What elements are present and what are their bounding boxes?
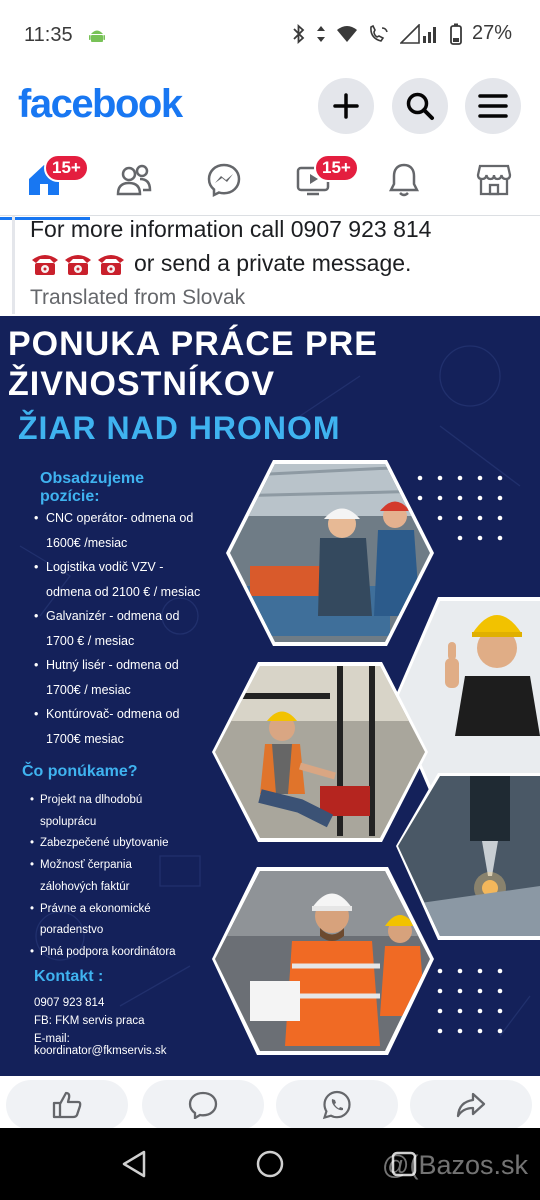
post-quote-bar xyxy=(12,216,15,314)
whatsapp-send-button[interactable] xyxy=(276,1080,398,1130)
create-button[interactable] xyxy=(318,78,374,134)
contact-heading: Kontakt : xyxy=(34,968,104,985)
post-image-job-offer[interactable] xyxy=(0,316,540,1076)
tab-notifications[interactable] xyxy=(374,152,434,208)
wifi-icon xyxy=(336,25,358,43)
signal-icon xyxy=(400,24,440,44)
list-item: • Právne a ekonomické xyxy=(30,902,151,915)
back-button[interactable] xyxy=(116,1146,152,1182)
home-notification-badge: 15+ xyxy=(44,154,89,182)
tab-watch[interactable] xyxy=(284,152,351,208)
offers-list xyxy=(30,790,176,964)
list-item: • Hutný lisér - odmena od xyxy=(34,658,179,672)
list-item: • CNC operátor- odmena od xyxy=(34,511,194,525)
post-actions-bar xyxy=(0,1076,540,1128)
list-item: • Logistika vodič VZV - xyxy=(34,560,164,574)
share-icon xyxy=(456,1092,486,1118)
post-text-line-2 xyxy=(30,250,411,277)
telephone-icon xyxy=(96,251,126,277)
list-item: • Projekt na dlhodobú xyxy=(30,794,143,806)
list-item-continuation: 1700€ / mesiac xyxy=(46,682,131,697)
tab-bar xyxy=(0,146,540,216)
photo-forklift-driver xyxy=(210,661,430,846)
positions-list xyxy=(34,506,200,751)
home-button[interactable] xyxy=(252,1146,288,1182)
list-item-continuation: 1600€ /mesiac xyxy=(46,535,128,550)
post-text xyxy=(0,216,540,314)
list-item-continuation: odmena od 2100 € / mesiac xyxy=(46,584,201,599)
tab-marketplace[interactable] xyxy=(464,152,524,208)
list-item-continuation: zálohových faktúr xyxy=(40,880,130,893)
list-item: • Plná podpora koordinátora xyxy=(30,945,176,958)
bell-icon xyxy=(388,162,420,198)
contact-email-label: E-mail: xyxy=(34,1033,70,1045)
positions-heading-line-2: pozície: xyxy=(40,488,100,505)
telephone-icon xyxy=(30,251,60,277)
ad-title xyxy=(8,324,378,404)
positions-heading xyxy=(40,470,144,506)
facebook-logo[interactable]: facebook xyxy=(18,82,182,126)
plus-icon xyxy=(332,92,360,120)
marketplace-icon xyxy=(476,162,512,198)
home-circle-icon xyxy=(255,1149,285,1179)
contact-phone: 0907 923 814 xyxy=(34,997,105,1009)
ad-city: ŽIAR NAD HRONOM xyxy=(18,410,341,446)
photo-factory-workers xyxy=(220,456,440,656)
like-button[interactable] xyxy=(6,1080,128,1130)
friends-icon xyxy=(116,163,152,197)
translated-from-label[interactable]: Translated from Slovak xyxy=(30,286,246,309)
list-item-continuation: 1700 € / mesiac xyxy=(46,633,135,648)
system-navigation-bar xyxy=(0,1128,540,1200)
tab-home[interactable] xyxy=(14,152,81,208)
watch-notification-badge: 15+ xyxy=(314,154,359,182)
bluetooth-icon xyxy=(292,23,306,45)
search-button[interactable] xyxy=(392,78,448,134)
list-item: • Kontúrovač- odmena od xyxy=(34,707,180,721)
ad-title-line-1: PONUKA PRÁCE PRE xyxy=(8,325,378,363)
list-item: • Možnosť čerpania xyxy=(30,859,132,872)
photo-workers-inspection xyxy=(210,866,440,1056)
back-icon xyxy=(120,1149,148,1179)
list-item: • Galvanizér - odmena od xyxy=(34,609,180,623)
contact-email: koordinator@fkmservis.sk xyxy=(34,1045,167,1057)
comment-button[interactable] xyxy=(142,1080,264,1130)
wifi-calling-icon xyxy=(368,24,390,44)
contact-facebook: FB: FKM servis praca xyxy=(34,1015,145,1027)
menu-button[interactable] xyxy=(465,78,521,134)
battery-icon xyxy=(450,23,462,45)
list-item-continuation: 1700€ mesiac xyxy=(46,731,124,746)
offer-heading: Čo ponúkame? xyxy=(22,763,138,780)
telephone-emojis xyxy=(30,251,126,277)
status-bar xyxy=(0,0,540,72)
data-arrows-icon xyxy=(316,23,326,45)
whatsapp-icon xyxy=(322,1090,352,1120)
list-item: • Zabezpečené ubytovanie xyxy=(30,837,169,850)
comment-icon xyxy=(188,1091,218,1119)
search-icon xyxy=(405,91,435,121)
list-item-continuation: spoluprácu xyxy=(40,815,97,828)
battery-percentage: 27% xyxy=(471,22,512,44)
list-item-continuation: poradenstvo xyxy=(40,924,104,937)
tab-friends[interactable] xyxy=(104,152,164,208)
status-time: 11:35 xyxy=(24,24,73,46)
android-icon xyxy=(88,26,106,44)
app-header xyxy=(0,72,540,142)
tab-messenger[interactable] xyxy=(194,152,254,208)
positions-heading-line-1: Obsadzujeme xyxy=(40,470,145,487)
ad-title-line-2: ŽIVNOSTNÍKOV xyxy=(8,365,276,403)
status-icons xyxy=(292,22,512,45)
post-text-line-1: For more information call 0907 923 814 xyxy=(30,216,432,242)
menu-icon xyxy=(478,93,508,119)
bazos-watermark: @(Bazos.sk xyxy=(382,1150,528,1180)
post-text-line-2-text: or send a private message. xyxy=(134,250,412,276)
photo-cnc-machine xyxy=(395,771,540,941)
share-button[interactable] xyxy=(410,1080,532,1130)
like-icon xyxy=(52,1091,82,1119)
messenger-icon xyxy=(206,162,242,198)
telephone-icon xyxy=(63,251,93,277)
